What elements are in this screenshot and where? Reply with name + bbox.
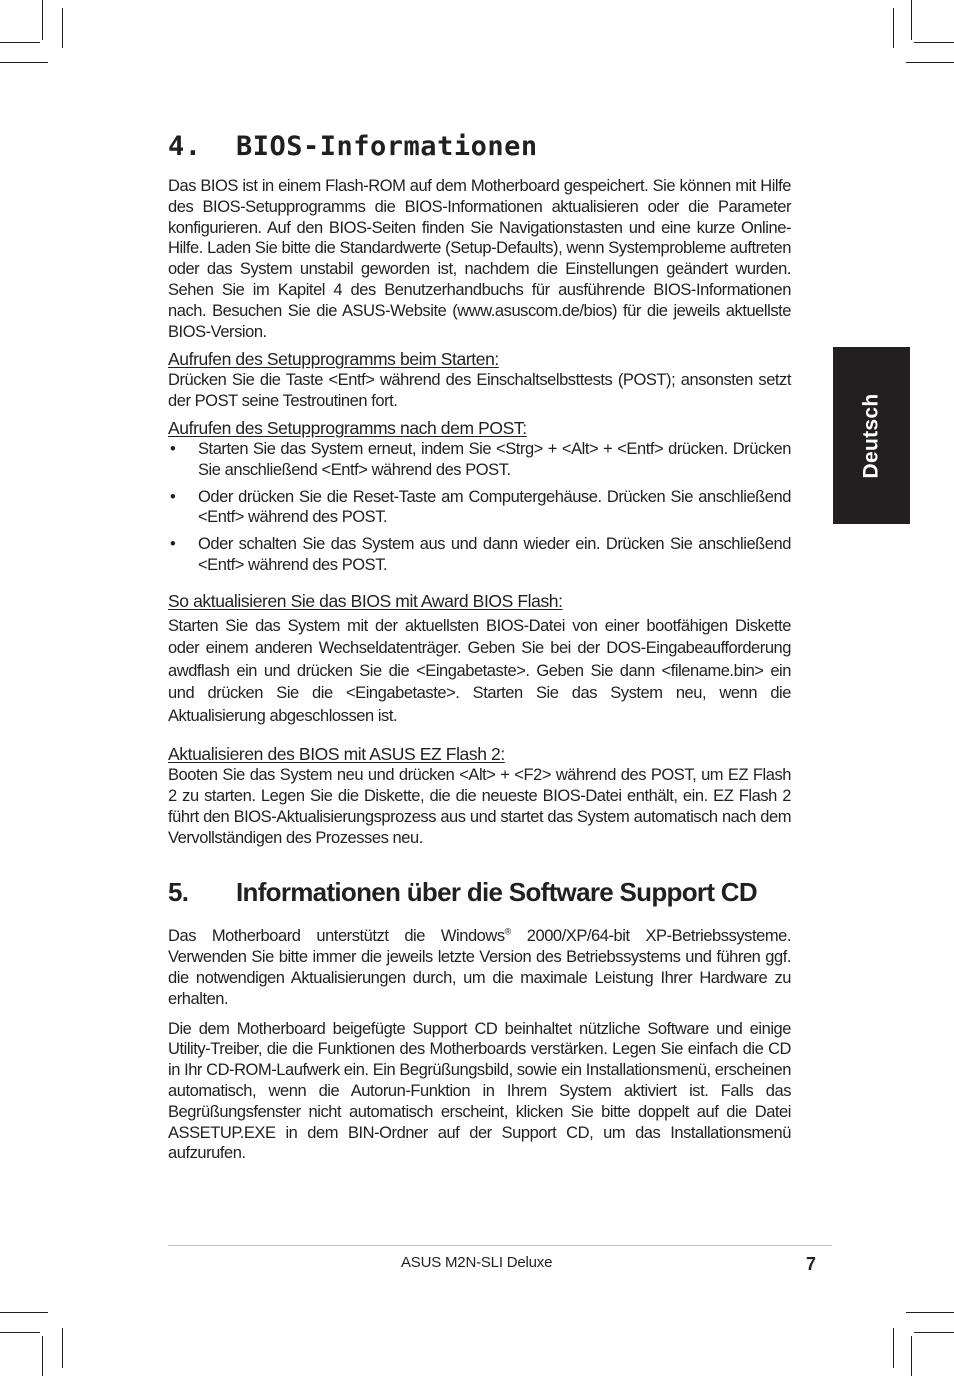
- bullet-marker: •: [170, 487, 176, 506]
- after-post-list: [168, 439, 791, 576]
- page-number: 7: [806, 1254, 817, 1274]
- ez-flash-heading: Aktualisieren des BIOS mit ASUS EZ Flash 2:: [168, 744, 505, 765]
- os-support-text-continued: 2000/XP/64-bit XP-Betriebssysteme. Verwenden Sie bitte immer die jeweils letzte Version des Betriebssystems und führen ggf. die notwendigen Aktualisierungen durch, um die maximale Leistung Ihrer Hardware zu erhalten.: [168, 927, 791, 1008]
- section-5-heading: [168, 874, 791, 910]
- crop-mark: [42, 0, 43, 40]
- footer-divider: [168, 1245, 832, 1246]
- crop-mark: [893, 1328, 894, 1368]
- section-4-heading: [168, 128, 791, 166]
- crop-mark: [0, 1332, 40, 1333]
- award-flash-text: Starten Sie das System mit der aktuellsten BIOS-Datei von einer bootfähigen Diskette oder einem anderen Wechseldatenträger. Geben Sie bei der DOS-Eingabeaufforderung awdflash ein und drücken Sie die <Eingabetaste>. Geben Sie dann <filename.bin> ein und drücken Sie die <Eingabetaste>. Starten Sie das System neu, wenn die Aktualisierung abgeschlossen ist.: [168, 616, 791, 725]
- crop-mark: [914, 42, 954, 43]
- section-5-paragraph-2: Die dem Motherboard beigefügte Support CD beinhaltet nützliche Software und einige Utility-Treiber, die die Funktionen des Motherboards verstärken. Legen Sie einfach die CD in Ihr CD-ROM-Laufwerk ein. Ein Begrüßungsbild, sowie ein Installationsmenü, erscheinen automatisch, wenn die Autorun-Funktion in Ihrem System aktiviert ist. Falls das Begrüßungsfenster nicht automatisch erscheint, klicken Sie bitte doppelt auf die Datei ASSETUP.EXE in dem BIN-Ordner auf der Support CD, um das Installationsmenü aufzurufen.: [168, 1019, 791, 1163]
- award-flash-heading: So aktualisieren Sie das BIOS mit Award BIOS Flash:: [168, 590, 563, 611]
- startup-heading: Aufrufen des Setupprogramms beim Starten:: [168, 349, 499, 370]
- crop-mark: [62, 1328, 63, 1368]
- language-side-tab: [833, 347, 910, 524]
- section-4-title: BIOS-Informationen: [236, 131, 538, 162]
- ez-flash-text: Booten Sie das System neu und drücken <Alt> + <F2> während des POST, um EZ Flash 2 zu starten. Legen Sie die Diskette, die die neueste BIOS-Datei enthält, ein. EZ Flash 2 führt den BIOS-Aktualisierungsprozess aus und startet das System automatisch nach dem Vervollständigen des Prozesses neu.: [168, 766, 791, 847]
- crop-mark: [62, 8, 63, 48]
- crop-mark: [911, 1336, 912, 1376]
- page-content: [168, 128, 791, 1164]
- registered-mark: ®: [504, 926, 511, 937]
- bullet-marker: •: [170, 439, 176, 458]
- section-4-intro: Das BIOS ist in einem Flash-ROM auf dem Motherboard gespeichert. Sie können mit Hilfe des BIOS-Setupprogramms die BIOS-Informationen aktualisieren oder die Parameter konfigurieren. Auf den BIOS-Seiten finden Sie Navigationstasten und eine kurze Online-Hilfe. Laden Sie bitte die Standardwerte (Setup-Defaults), wenn Systemprobleme auftreten oder das System unstabil geworden ist, nachdem die Einstellungen geändert wurden. Sehen Sie im Kapitel 4 des Benutzerhandbuchs für ausführende BIOS-Informationen nach. Besuchen Sie die ASUS-Website (www.asuscom.de/bios) für die jeweils aktuellste BIOS-Version.: [168, 177, 791, 341]
- list-item-text: Oder drücken Sie die Reset-Taste am Computergehäuse. Drücken Sie anschließend <Entf> während des POST.: [198, 487, 791, 527]
- crop-mark: [0, 62, 48, 63]
- list-item: [168, 487, 791, 529]
- language-side-tab-label: Deutsch: [859, 393, 883, 478]
- crop-mark: [914, 1332, 954, 1333]
- crop-mark: [0, 1312, 48, 1313]
- list-item-text: Oder schalten Sie das System aus und dann wieder ein. Drücken Sie anschließend <Entf> während des POST.: [198, 535, 791, 574]
- crop-mark: [906, 1312, 954, 1313]
- crop-mark: [906, 62, 954, 63]
- crop-mark: [911, 0, 912, 40]
- startup-text: Drücken Sie die Taste <Entf> während des Einschaltselbsttests (POST); ansonsten setzt der POST seine Testroutinen fort.: [168, 371, 791, 411]
- section-5-number: 5.: [168, 877, 189, 908]
- bullet-marker: •: [170, 535, 176, 554]
- section-4-number: 4.: [168, 131, 202, 162]
- section-5-paragraph-1: [168, 926, 791, 1009]
- crop-mark: [893, 8, 894, 48]
- os-support-text: Das Motherboard unterstützt die Windows: [168, 927, 505, 946]
- crop-mark: [42, 1336, 43, 1376]
- list-item: [168, 534, 791, 576]
- list-item-text: Starten Sie das System erneut, indem Sie <Strg> + <Alt> + <Entf> drücken. Drücken Sie anschließend <Entf> während des POST.: [198, 439, 791, 479]
- footer-product-name: ASUS M2N-SLI Deluxe: [401, 1254, 553, 1271]
- list-item: [168, 439, 791, 481]
- crop-mark: [0, 42, 40, 43]
- after-post-heading: Aufrufen des Setupprogramms nach dem POST:: [168, 417, 527, 438]
- section-5-title: Informationen über die Software Support CD: [236, 877, 757, 908]
